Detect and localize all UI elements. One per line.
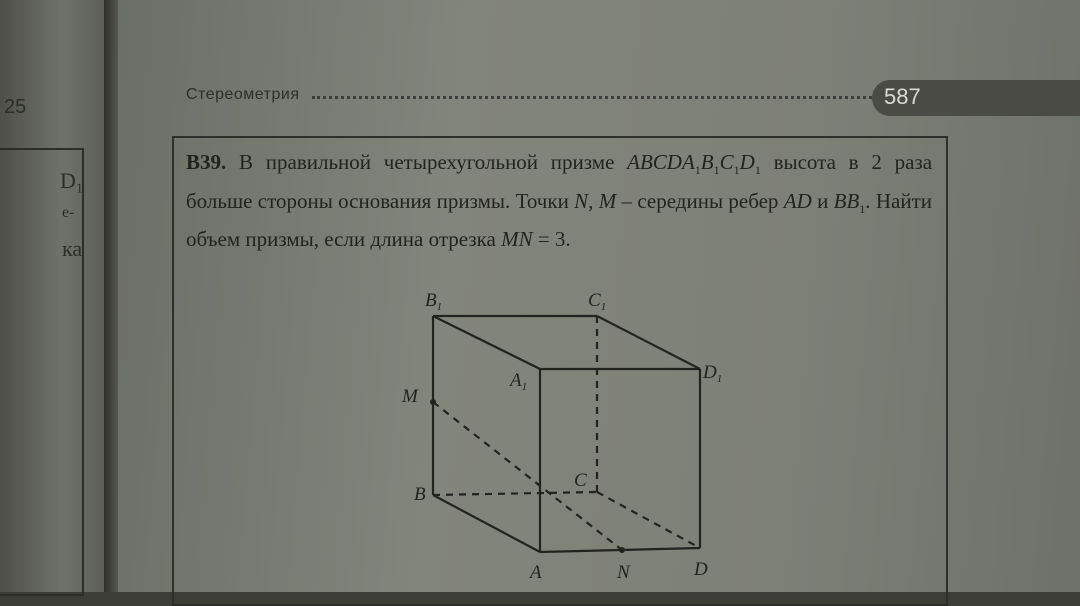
edge-bb1: BB xyxy=(833,188,860,213)
prism-name: ABCDA xyxy=(627,150,695,174)
edge-bc-hidden xyxy=(433,492,597,495)
problem-text-line2: высота в 2 раза больше стороны основания призмы. Точки xyxy=(186,150,933,213)
segment-mn-line xyxy=(433,402,622,550)
problem-text-line1: В правильной четырехугольной призме xyxy=(239,150,628,174)
left-page-number: 25 xyxy=(4,96,27,118)
label-c: C xyxy=(574,470,587,491)
left-page-fragment: ка xyxy=(62,236,83,261)
problem-statement: B39. В правильной четырехугольной призме $ABCDA_1B_1C_1D_1$ высота в 2 раза больше стороны основания призмы. Точки N, M – середины ребер AD и $BB_1$. Найти объем призмы, если длина отрезка MN = 3. xyxy=(186,150,933,252)
edge-cd-hidden xyxy=(597,492,700,548)
edge-ad: AD xyxy=(783,188,812,213)
problem-text-line3: – середины ребер xyxy=(616,188,784,213)
label-d: D xyxy=(694,559,708,580)
label-c1: $C_1$ xyxy=(588,290,607,313)
label-n: N xyxy=(617,562,630,583)
label-d1: $D_1$ xyxy=(703,362,723,385)
page-number: 587 xyxy=(884,84,921,109)
edge-c1d1 xyxy=(597,316,700,369)
edge-ba xyxy=(433,495,540,552)
label-a: A xyxy=(530,562,542,583)
label-m: M xyxy=(402,386,418,407)
label-b: B xyxy=(414,484,426,505)
problem-text-line4: длина отрезка xyxy=(370,227,502,252)
label-a1: $A_1$ xyxy=(510,370,528,393)
point-m-dot xyxy=(430,399,436,405)
left-page-fragment: е- xyxy=(62,204,75,221)
problem-id: B39. xyxy=(186,150,227,174)
point-n: N, xyxy=(574,188,594,213)
point-m: M xyxy=(598,188,617,213)
edge-b1a1 xyxy=(433,316,540,369)
running-header-title: Стереометрия xyxy=(186,86,300,103)
point-n-dot xyxy=(619,547,625,553)
label-b1: $B_1$ xyxy=(425,290,443,313)
segment-mn: MN xyxy=(501,227,533,252)
left-page-fragment: D₁ xyxy=(60,168,84,193)
